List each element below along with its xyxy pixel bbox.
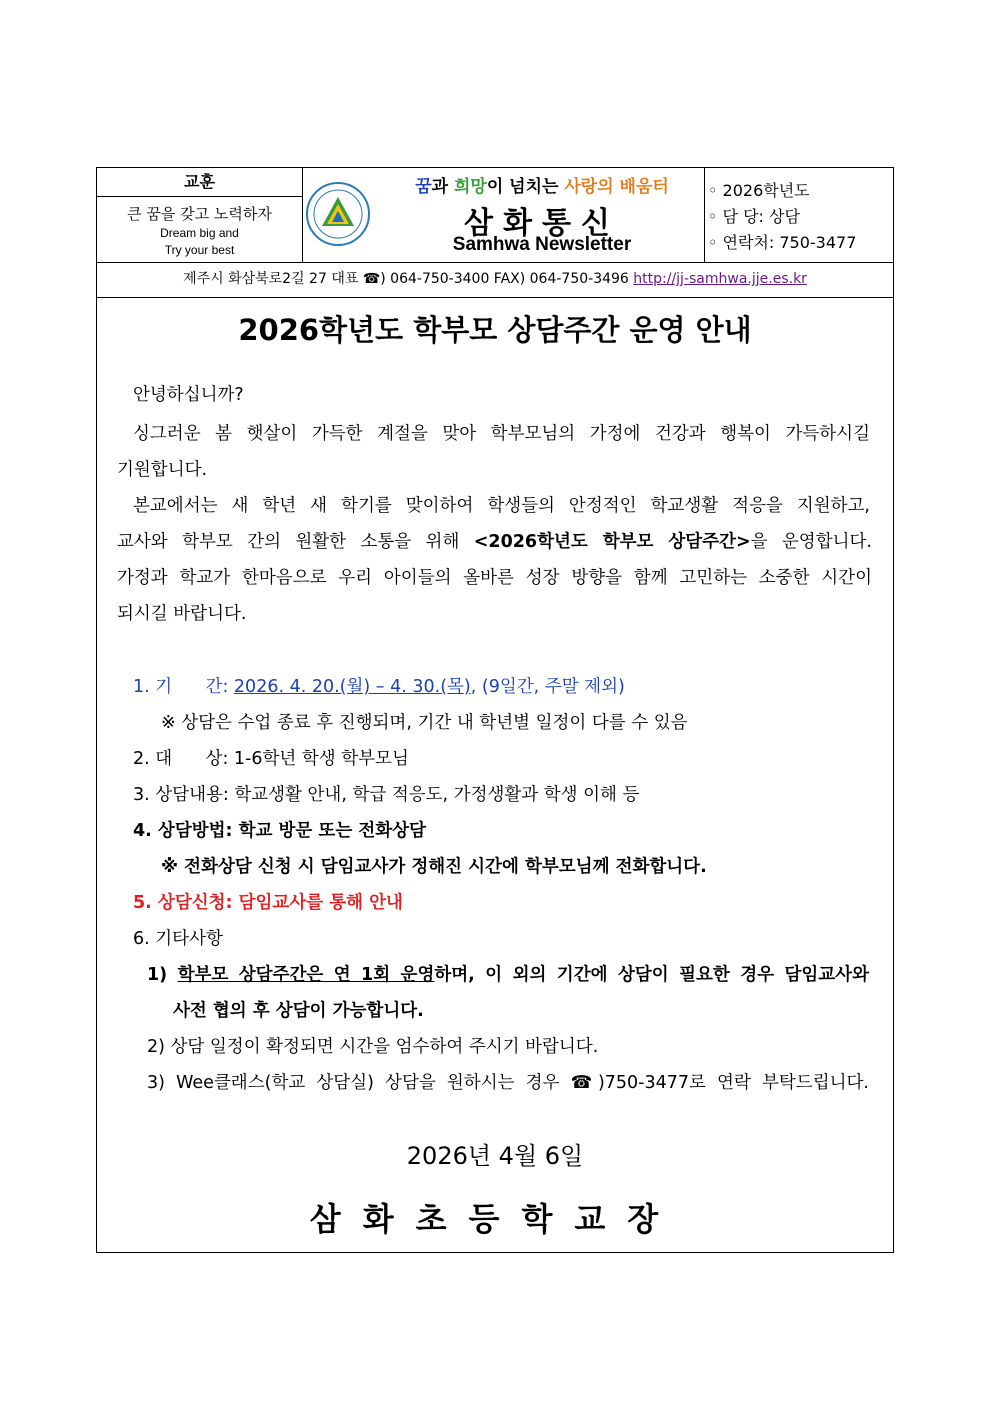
item-6-1-rest: 하며, 이 외의 기간에 상담이 필요한 경우 담임교사와 (434, 965, 869, 985)
greeting: 안녕하십니까? (133, 385, 244, 405)
info-manager: ◦ 담 당: 상담 (708, 207, 800, 226)
slogan-part-2: 과 (431, 177, 454, 197)
newsletter-title-english: Samhwa Newsletter (452, 234, 632, 255)
paragraph-2-line-2-c: 을 운영합니다. (750, 532, 872, 552)
info-box (704, 168, 894, 262)
paragraph-2-line-2 (117, 528, 872, 553)
slogan-part-5: 사랑의 배움터 (564, 177, 669, 197)
item-6-3: 3) Wee클래스(학교 상담실) 상담을 원하시는 경우 ☎)750-3477로 연락 부탁드립니다. (147, 1073, 869, 1093)
item-6-1-line-2: 사전 협의 후 상담이 가능합니다. (173, 1001, 424, 1021)
paragraph-1-line-1: 싱그러운 봄 햇살이 가득한 계절을 맞아 학부모님의 가정에 건강과 행복이 가득하시길 (133, 424, 870, 444)
info-year: ◦ 2026학년도 (708, 181, 810, 200)
item-5-application: 5. 상담신청: 담임교사를 통해 안내 (133, 893, 403, 913)
motto-english-2: Try your best (164, 243, 235, 257)
item-6-1-number: 1) (147, 965, 178, 985)
paragraph-2-line-1: 본교에서는 새 학년 새 학기를 맞이하여 학생들의 안정적인 학교생활 적응을 지원하고, (133, 496, 870, 516)
page-title: 2026학년도 학부모 상담주간 운영 안내 (238, 313, 752, 347)
motto-box (97, 168, 303, 262)
document-date: 2026년 4월 6일 (406, 1142, 584, 1170)
slogan-part-1: 꿈 (415, 177, 432, 197)
paragraph-2-line-2-a: 교사와 학부모 간의 원활한 소통을 위해 (117, 532, 474, 552)
address-text: 제주시 화삼북로2길 27 대표 ☎) 064-750-3400 FAX) 064-750-3496 (183, 271, 629, 287)
newsletter-title-korean: 삼화통신 (464, 206, 620, 241)
motto-english-1: Dream big and (160, 226, 239, 240)
paragraph-2-line-3: 가정과 학교가 한마음으로 우리 아이들의 올바른 성장 방향을 함께 고민하는 소중한 시간이 (117, 568, 872, 588)
paragraph-2-emphasis: <2026학년도 학부모 상담주간> (473, 532, 751, 552)
info-contact: ◦ 연락처: 750-3477 (708, 233, 857, 252)
item-2-target: 2. 대 상: 1-6학년 학생 학부모님 (133, 749, 409, 769)
school-logo-icon (305, 181, 371, 247)
motto-korean: 큰 꿈을 갖고 노력하자 (127, 205, 272, 223)
paragraph-2-line-4: 되시길 바랍니다. (117, 604, 247, 624)
slogan-part-4: 이 넘치는 (486, 177, 565, 197)
paragraph-1-line-2: 기원합니다. (117, 460, 208, 480)
item-1-rest: , (9일간, 주말 제외) (470, 677, 625, 697)
item-1-label: 기 간: (155, 677, 234, 697)
item-6-1-underlined: 학부모 상담주간은 연 1회 운영 (177, 965, 435, 985)
newsletter-title-box (302, 168, 705, 262)
website-link[interactable]: http://jj-samhwa.jje.es.kr (633, 271, 807, 287)
item-1-number: 1. (133, 677, 156, 697)
slogan (382, 172, 702, 197)
item-4-method: 4. 상담방법: 학교 방문 또는 전화상담 (133, 821, 426, 841)
item-1-note: ※ 상담은 수업 종료 후 진행되며, 기간 내 학년별 일정이 다를 수 있음 (161, 713, 688, 733)
item-6-other: 6. 기타사항 (133, 929, 223, 949)
slogan-part-3: 희망 (453, 177, 487, 197)
motto-title: 교훈 (97, 168, 302, 197)
header (97, 168, 893, 263)
item-3-content: 3. 상담내용: 학교생활 안내, 학급 적응도, 가정생활과 학생 이해 등 (133, 785, 640, 805)
item-1-period (133, 673, 888, 698)
item-6-2: 2) 상담 일정이 확정되면 시간을 엄수하여 주시기 바랍니다. (147, 1037, 599, 1057)
newsletter-frame (96, 167, 894, 1253)
address-bar (97, 262, 893, 298)
item-6-1-line-1 (147, 961, 869, 986)
item-4-note: ※ 전화상담 신청 시 담임교사가 정해진 시간에 학부모님께 전화합니다. (161, 857, 707, 877)
item-1-date: 2026. 4. 20.(월) – 4. 30.(목) (233, 677, 471, 697)
signature: 삼화초등학교장 (309, 1200, 681, 1238)
